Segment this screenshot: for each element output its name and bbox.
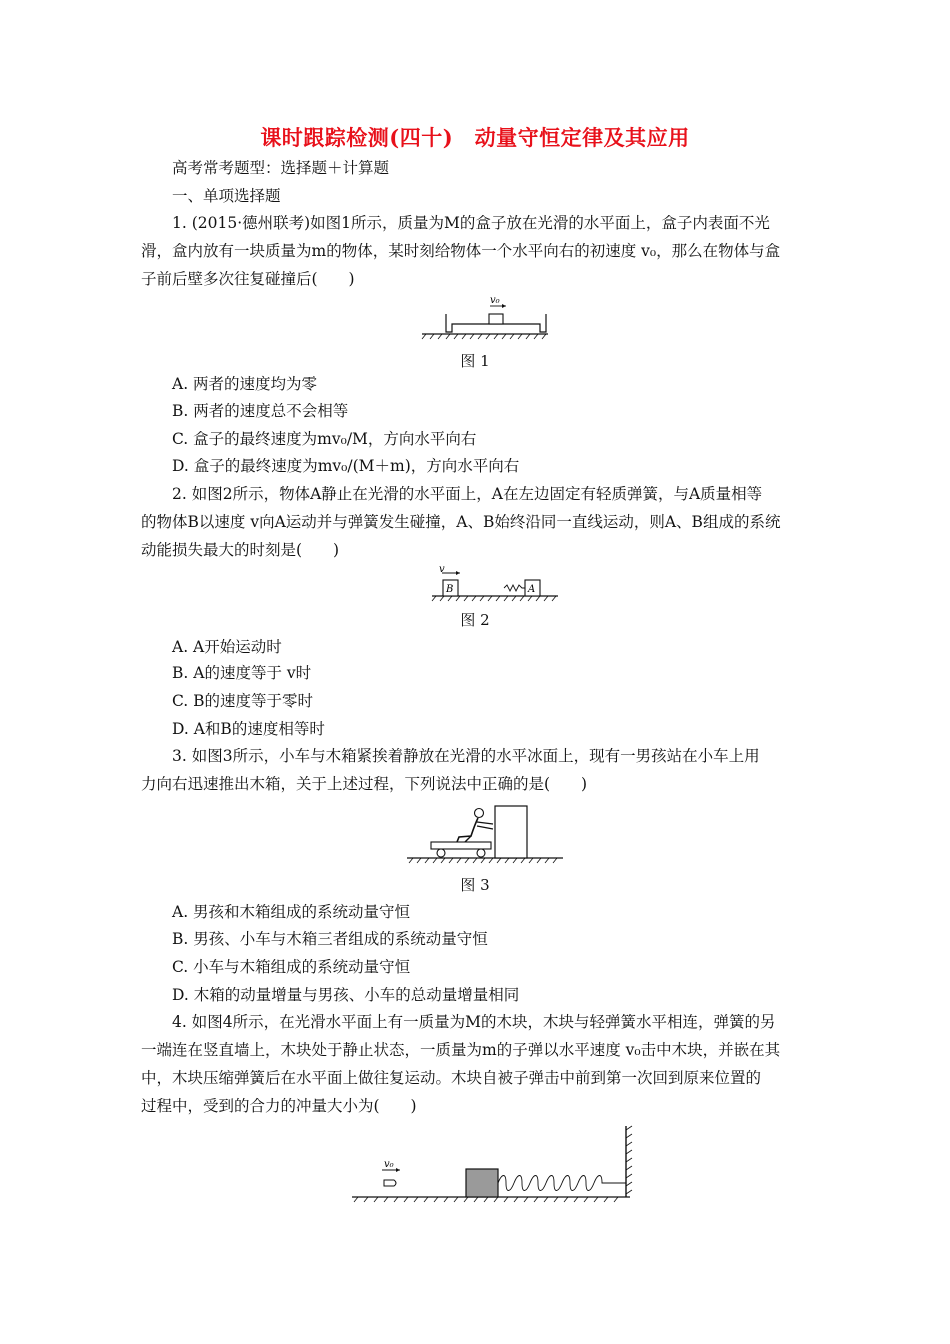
q3-option-a: A. 男孩和木箱组成的系统动量守恒 xyxy=(172,903,411,921)
section-heading: 一、单项选择题 xyxy=(172,187,281,205)
q2-option-a: A. A开始运动时 xyxy=(172,638,282,656)
figure-2-caption: 图 2 xyxy=(460,611,490,629)
figure-1-caption: 图 1 xyxy=(460,352,490,370)
q2-option-c: C. B的速度等于零时 xyxy=(172,692,314,710)
q1-option-b: B. 两者的速度总不会相等 xyxy=(172,402,349,420)
q4-stem-line-2: 一端连在竖直墙上，木块处于静止状态，一质量为m的子弹以水平速度 v₀击中木块，并嵌在其 xyxy=(141,1041,781,1059)
q2-option-b: B. A的速度等于 v时 xyxy=(172,664,312,682)
figure-4-velocity-label: v₀ xyxy=(384,1159,394,1170)
figure-2-spring-collision xyxy=(430,564,560,604)
q1-stem-line-2: 滑，盒内放有一块质量为m的物体，某时刻给物体一个水平向右的初速度 v₀，那么在物体与盒 xyxy=(141,242,781,260)
q4-stem-line-1: 4. 如图4所示，在光滑水平面上有一质量为M的木块，木块与轻弹簧水平相连，弹簧的另 xyxy=(172,1013,776,1031)
q3-stem-line-1: 3. 如图3所示，小车与木箱紧挨着静放在光滑的水平冰面上，现有一男孩站在小车上用 xyxy=(172,747,760,765)
figure-2-velocity-label: v xyxy=(439,564,445,575)
figure-1-box-on-surface xyxy=(420,292,550,342)
q3-option-d: D. 木箱的动量增量与男孩、小车的总动量增量相同 xyxy=(172,986,520,1004)
q2-option-d: D. A和B的速度相等时 xyxy=(172,720,325,738)
figure-1-velocity-label: v₀ xyxy=(490,295,500,306)
figure-3-boy-cart-crate xyxy=(405,800,565,870)
q2-stem-line-1: 2. 如图2所示，物体A静止在光滑的水平面上，A在左边固定有轻质弹簧，与A质量相等 xyxy=(172,485,763,503)
q1-stem-line-3: 子前后壁多次往复碰撞后( ) xyxy=(141,270,355,288)
q4-stem-line-3: 中，木块压缩弹簧后在水平面上做往复运动。木块自被子弹击中前到第一次回到原来位置的 xyxy=(141,1069,762,1087)
page-title: 课时跟踪检测(四十) 动量守恒定律及其应用 xyxy=(260,125,690,150)
figure-4-bullet-block-spring-wall xyxy=(348,1124,638,1210)
q1-option-d: D. 盒子的最终速度为mv₀/(M＋m)，方向水平向右 xyxy=(172,457,520,475)
q1-option-a: A. 两者的速度均为零 xyxy=(172,375,318,393)
q1-option-c: C. 盒子的最终速度为mv₀/M，方向水平向右 xyxy=(172,430,477,448)
q3-option-c: C. 小车与木箱组成的系统动量守恒 xyxy=(172,958,411,976)
q3-stem-line-2: 力向右迅速推出木箱，关于上述过程，下列说法中正确的是( ) xyxy=(141,775,588,793)
figure-3-caption: 图 3 xyxy=(460,876,490,894)
q2-stem-line-2: 的物体B以速度 v向A运动并与弹簧发生碰撞，A、B始终沿同一直线运动，则A、B组成的系统 xyxy=(141,513,781,531)
question-types-line: 高考常考题型：选择题＋计算题 xyxy=(172,159,390,177)
q4-stem-line-4: 过程中，受到的合力的冲量大小为( ) xyxy=(141,1097,417,1115)
q1-stem-line-1: 1. (2015·德州联考)如图1所示，质量为M的盒子放在光滑的水平面上，盒子内表面不光 xyxy=(172,214,770,232)
q2-stem-line-3: 动能损失最大的时刻是( ) xyxy=(141,541,340,559)
q3-option-b: B. 男孩、小车与木箱三者组成的系统动量守恒 xyxy=(172,930,488,948)
figure-2-block-b-label: B xyxy=(446,584,454,595)
figure-2-block-a-label: A xyxy=(528,584,536,595)
